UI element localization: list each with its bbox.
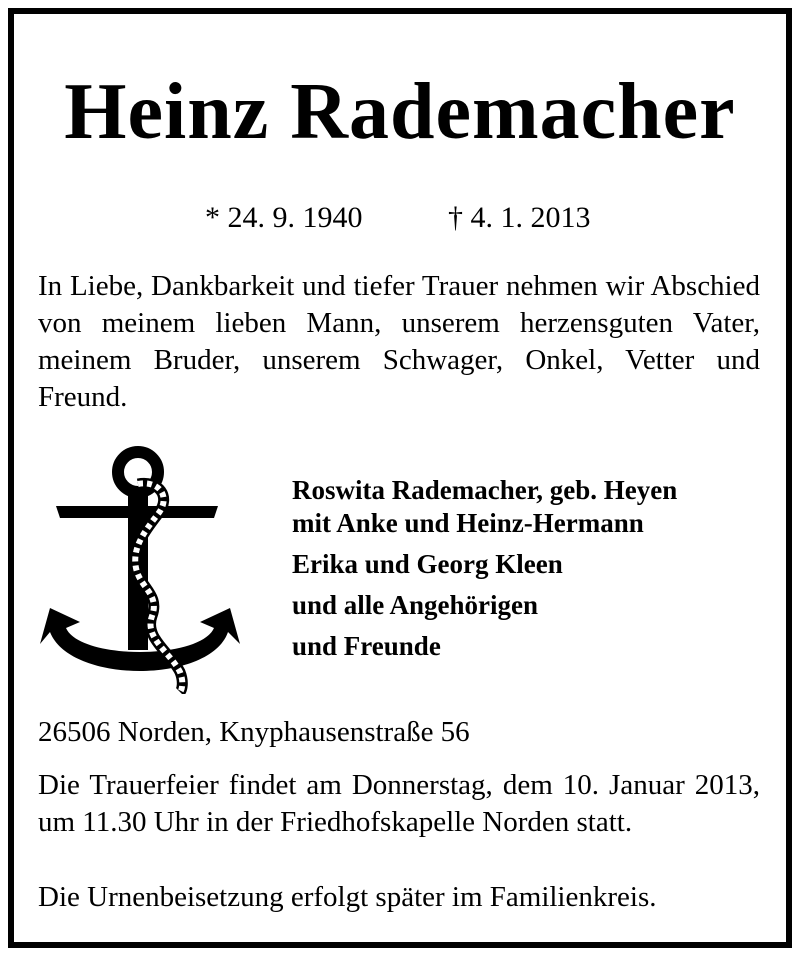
address-text: 26506 Norden, Knyphausenstraße 56 <box>38 716 470 748</box>
mourners-list <box>292 474 772 663</box>
death-date: † 4. 1. 2013 <box>448 201 591 234</box>
anchor-icon <box>40 444 240 694</box>
mourner-line: Roswita Rademacher, geb. Heyen <box>292 475 678 505</box>
intro-text: In Liebe, Dankbarkeit und tiefer Trauer nehmen wir Abschied von meinem lieben Mann, unserem herzensguten Vater, meinem Bruder, unserem Schwager, Onkel, Vetter und Freund. <box>38 270 760 413</box>
service-text: Die Trauerfeier findet am Donnerstag, dem 10. Januar 2013, um 11.30 Uhr in der Friedhofskapelle Norden statt. <box>38 769 760 838</box>
mourner-line: Erika und Georg Kleen <box>292 549 563 579</box>
mourner-line: mit Anke und Heinz-Hermann <box>292 508 644 538</box>
deceased-name: Heinz Rademacher <box>64 68 736 156</box>
birth-date: * 24. 9. 1940 <box>205 201 363 234</box>
mourner-line: und Freunde <box>292 631 441 661</box>
mourner-line: und alle Angehörigen <box>292 590 539 620</box>
urn-text: Die Urnenbeisetzung erfolgt später im Familienkreis. <box>38 881 657 913</box>
